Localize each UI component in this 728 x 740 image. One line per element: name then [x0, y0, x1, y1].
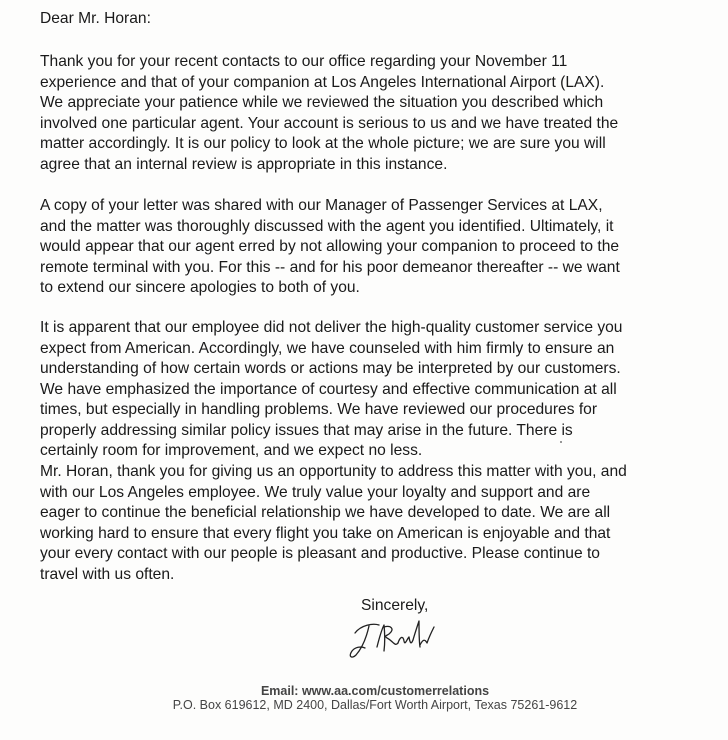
paragraph-line: certainly room for improvement, and we expect no less. [40, 442, 423, 459]
paragraph-line: travel with us often. [40, 565, 175, 583]
paragraph-4 [40, 462, 720, 585]
paragraph-line: properly addressing similar policy issues that may arise in the future. There is [40, 421, 573, 439]
paragraph-line: Mr. Horan, thank you for giving us an opportunity to address this matter with you, and [40, 463, 627, 480]
footer-address: P.O. Box 619612, MD 2400, Dallas/Fort Worth Airport, Texas 75261-9612 [172, 698, 578, 712]
paragraph-line: involved one particular agent. Your account is serious to us and we have treated the [40, 114, 619, 132]
paragraph-line: It is apparent that our employee did not deliver the high-quality customer service you [40, 319, 623, 336]
paragraph-line: agree that an internal review is appropriate in this instance. [40, 155, 448, 173]
paragraph-line: We appreciate your patience while we reviewed the situation you described which [40, 94, 604, 111]
signature-icon [343, 613, 443, 663]
paragraph-line: and the matter was thoroughly discussed with the agent you identified. Ultimately, it [40, 217, 614, 235]
salutation: Dear Mr. Horan: [40, 10, 151, 27]
closing: Sincerely, [361, 597, 429, 614]
scan-speck [560, 441, 562, 443]
paragraph-line: would appear that our agent erred by not allowing your companion to proceed to the [40, 238, 620, 255]
paragraph-line: experience and that of your companion at Los Angeles International Airport (LAX). [40, 73, 605, 91]
paragraph-line: eager to continue the beneficial relationship we have developed to date. We are all [40, 504, 611, 521]
paragraph-line: remote terminal with you. For this -- and for his poor demeanor thereafter -- we want [40, 258, 620, 276]
paragraph-line: We have emphasized the importance of courtesy and effective communication at all [40, 380, 617, 398]
paragraph-line: understanding of how certain words or actions may be interpreted by our customers. [40, 360, 621, 377]
paragraph-line: working hard to ensure that every flight you take on American is enjoyable and that [40, 524, 611, 542]
paragraph-3 [40, 318, 720, 462]
paragraph-2 [40, 196, 720, 299]
paragraph-1 [40, 52, 720, 175]
paragraph-line: A copy of your letter was shared with our Manager of Passenger Services at LAX, [40, 197, 603, 214]
paragraph-line: matter accordingly. It is our policy to look at the whole picture; we are sure you will [40, 135, 606, 152]
paragraph-line: times, but especially in handling problems. We have reviewed our procedures for [40, 401, 598, 418]
paragraph-line: your every contact with our people is pleasant and productive. Please continue to [40, 545, 600, 562]
paragraph-line: with our Los Angeles employee. We truly value your loyalty and support and are [40, 483, 591, 501]
paragraph-line: expect from American. Accordingly, we have counseled with him firmly to ensure an [40, 339, 615, 357]
paragraph-line: Thank you for your recent contacts to our office regarding your November 11 [40, 53, 568, 70]
footer-email: Email: www.aa.com/customerrelations [260, 684, 490, 698]
paragraph-line: to extend our sincere apologies to both of you. [40, 279, 360, 296]
